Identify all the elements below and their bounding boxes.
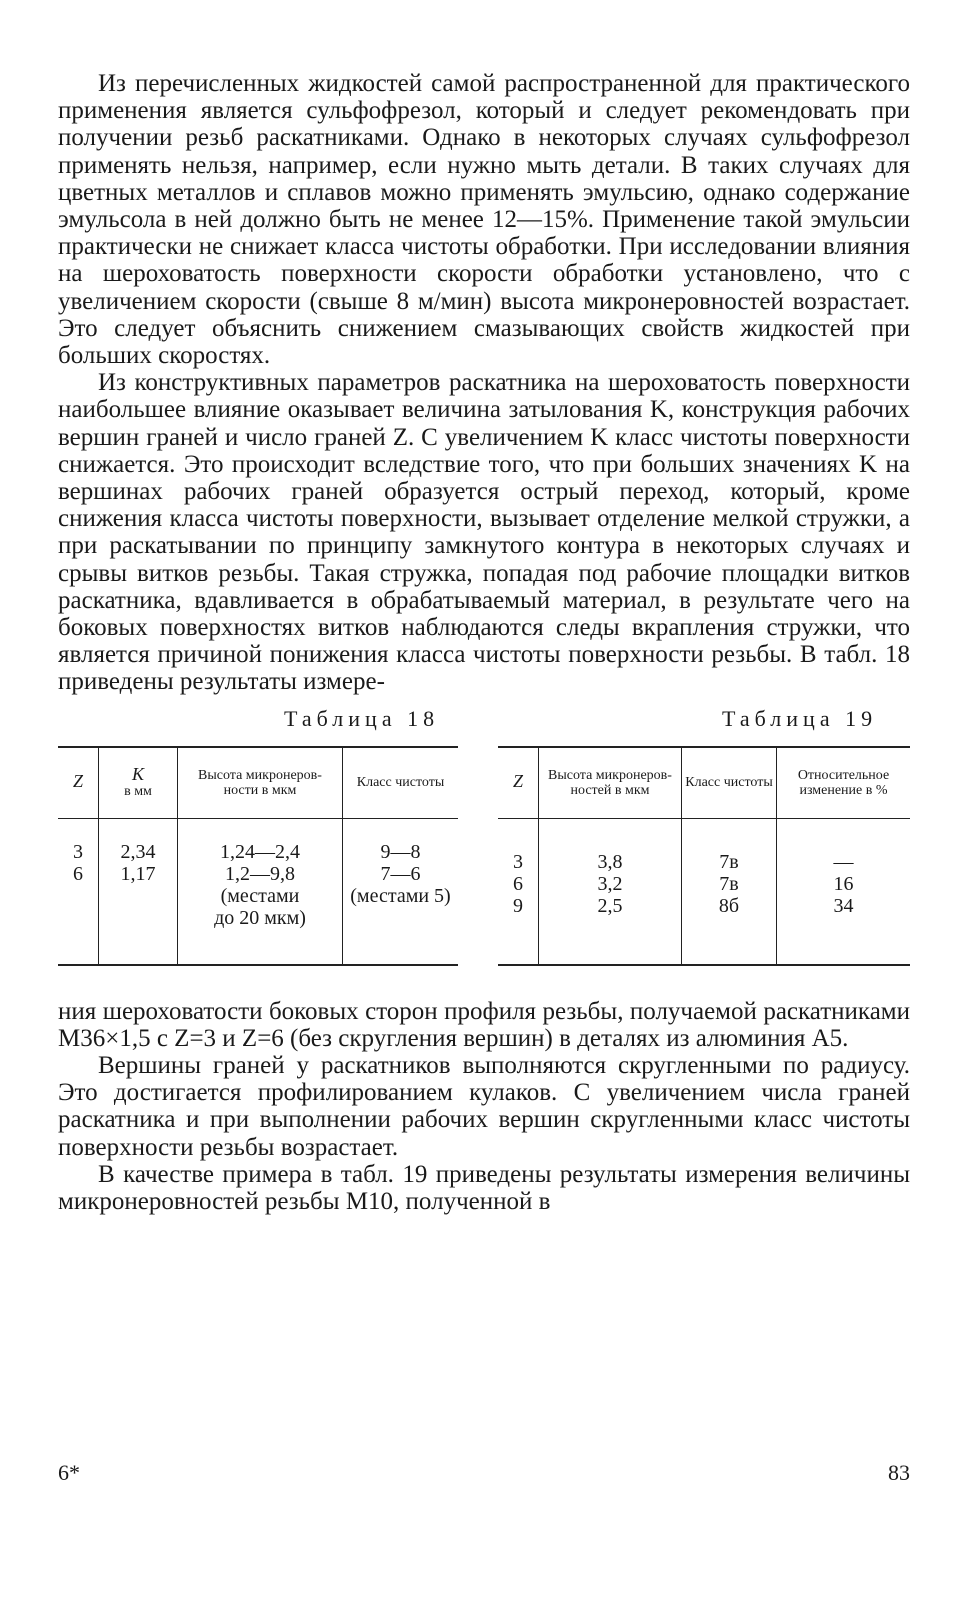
cell-change: — 16 34 bbox=[777, 818, 911, 965]
header-height: Высота микронеров-ностей в мкм bbox=[539, 747, 682, 819]
cell-z: 3 6 9 bbox=[498, 818, 539, 965]
header-height: Высота микронеров-ности в мкм bbox=[178, 747, 343, 819]
header-class: Класс чистоты bbox=[682, 747, 777, 819]
table-header-row bbox=[498, 747, 910, 819]
table-19 bbox=[498, 746, 910, 966]
table-18 bbox=[58, 746, 458, 966]
table-row bbox=[58, 818, 458, 965]
cell-k: 2,34 1,17 bbox=[99, 818, 178, 965]
page-body bbox=[58, 70, 910, 1215]
table-header-row bbox=[58, 747, 458, 819]
paragraph-4: Вершины граней у раскатников выполняются скругленными по радиусу. Это достигается профилированием кулаков. С увеличением числа граней раскатника и при выполнении рабочих вершин скругленными класс чистоты поверхности резьбы возрастает. bbox=[58, 1052, 910, 1161]
paragraph-1: Из перечисленных жидкостей самой распространенной для практического применения является сульфофрезол, который и следует рекомендовать при получении резьб раскатниками. Однако в некоторых случаях сульфофрезол применять нельзя, например, если нужно мыть детали. В таких случаях для цветных металлов и сплавов можно применять эмульсию, однако содержание эмульсола в ней должно быть не менее 12—15%. Применение такой эмульсии практически не снижает класса чистоты обработки. При исследовании влияния на шероховатость поверхности скорости обработки установлено, что с увеличением скорости (свыше 8 м/мин) высота микронеровностей возрастает. Это следует объяснить снижением смазывающих свойств жидкостей при больших скоростях. bbox=[58, 70, 910, 370]
tables-block bbox=[58, 706, 910, 998]
header-z: Z bbox=[498, 747, 539, 819]
cell-class: 9—8 7—6 (местами 5) bbox=[343, 818, 459, 965]
cell-height: 3,8 3,2 2,5 bbox=[539, 818, 682, 965]
table-row bbox=[498, 818, 910, 965]
table-19-caption: Таблица 19 bbox=[722, 705, 878, 731]
page-number: 83 bbox=[888, 1460, 910, 1485]
header-k: K в мм bbox=[99, 747, 178, 819]
paragraph-2: Из конструктивных параметров раскатника на шероховатость поверхности наибольшее влияние оказывает величина затылования K, конструкция рабочих вершин граней и число граней Z. С увеличением K класс чистоты поверхности снижается. Это происходит вследствие того, что при больших значениях K на вершинах рабочих граней образуется острый переход, который, кроме снижения класса чистоты поверхности, вызывает отделение мелкой стружки, а при раскатывании по принципу замкнутого контура в некоторых случаях и срывы витков резьбы. Такая стружка, попадая под рабочие площадки витков раскатника, вдавливается в обрабатываемый материал, в результате чего на боковых поверхностях витков наблюдаются следы вкрапления стружки, что является причиной понижения класса чистоты поверхности резьбы. В табл. 18 приведены результаты измере- bbox=[58, 369, 910, 696]
paragraph-3: ния шероховатости боковых сторон профиля резьбы, получаемой раскатниками M36×1,5 с Z=3 и Z=6 (без скругления вершин) в деталях из алюминия А5. bbox=[58, 997, 910, 1052]
header-change: Относительное изменение в % bbox=[777, 747, 911, 819]
cell-class: 7в 7в 8б bbox=[682, 818, 777, 965]
header-class: Класс чистоты bbox=[343, 747, 459, 819]
cell-z: 3 6 bbox=[58, 818, 99, 965]
cell-height: 1,24—2,4 1,2—9,8 (местами до 20 мкм) bbox=[178, 818, 343, 965]
header-z: Z bbox=[58, 747, 99, 819]
table-18-caption: Таблица 18 bbox=[284, 705, 440, 731]
printer-signature: 6* bbox=[58, 1460, 80, 1485]
paragraph-5: В качестве примера в табл. 19 приведены результаты измерения величины микронеровностей резьбы M10, полученной в bbox=[58, 1160, 910, 1216]
